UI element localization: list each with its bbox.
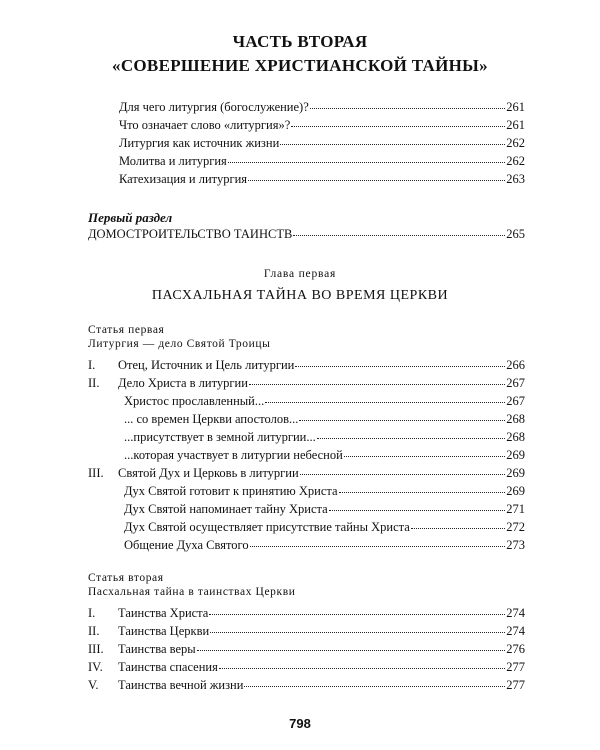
leader-dots xyxy=(197,640,506,651)
leader-dots xyxy=(249,374,505,385)
part-title-line1: ЧАСТЬ ВТОРАЯ xyxy=(232,32,368,51)
toc-entry: I. Таинства Христа 274 xyxy=(88,606,525,620)
toc-entry: I. Отец, Источник и Цель литургии 266 xyxy=(88,358,525,372)
article-label: Статья первая xyxy=(88,324,165,336)
part-title-line2: «СОВЕРШЕНИЕ ХРИСТИАНСКОЙ ТАЙНЫ» xyxy=(112,56,488,75)
toc-entry: Дух Святой осуществляет присутствие тайны Христа 272 xyxy=(124,520,525,534)
toc-entry: V. Таинства вечной жизни 277 xyxy=(88,678,525,692)
toc-entry: Для чего литургия (богослужение)? 261 xyxy=(119,100,525,114)
leader-dots xyxy=(339,482,506,493)
toc-entry: Общение Духа Святого 273 xyxy=(124,538,525,552)
leader-dots xyxy=(280,134,505,145)
toc-entry: Литургия как источник жизни 262 xyxy=(119,136,525,150)
leader-dots xyxy=(317,428,506,439)
article-subtitle: Литургия — дело Святой Троицы xyxy=(88,338,271,350)
leader-dots xyxy=(411,518,505,529)
section-label: Первый раздел xyxy=(88,210,173,225)
toc-entry: II. Дело Христа в литургии 267 xyxy=(88,376,525,390)
page-number: 798 xyxy=(289,716,311,731)
leader-dots xyxy=(250,536,506,547)
toc-entry: Дух Святой готовит к принятию Христа 269 xyxy=(124,484,525,498)
toc-entry: ... со времен Церкви апостолов... 268 xyxy=(124,412,525,426)
leader-dots xyxy=(228,152,505,163)
toc-entry: Что означает слово «литургия»? 261 xyxy=(119,118,525,132)
toc-entry: ...которая участвует в литургии небесной 269 xyxy=(124,448,525,462)
leader-dots xyxy=(295,356,505,367)
leader-dots xyxy=(300,464,506,475)
leader-dots xyxy=(291,116,505,127)
leader-dots xyxy=(210,622,505,633)
article-subtitle: Пасхальная тайна в таинствах Церкви xyxy=(88,586,296,598)
toc-entry: ДОМОСТРОИТЕЛЬСТВО ТАИНСТВ 265 xyxy=(88,227,525,241)
toc-entry: IV. Таинства спасения 277 xyxy=(88,660,525,674)
toc-entry: Катехизация и литургия 263 xyxy=(119,172,525,186)
leader-dots xyxy=(329,500,506,511)
toc-entry: Христос прославленный... 267 xyxy=(124,394,525,408)
leader-dots xyxy=(293,225,505,236)
leader-dots xyxy=(248,170,505,181)
leader-dots xyxy=(265,392,505,403)
leader-dots xyxy=(244,676,505,687)
toc-entry: III. Таинства веры 276 xyxy=(88,642,525,656)
toc-entry: Дух Святой напоминает тайну Христа 271 xyxy=(124,502,525,516)
toc-entry: ...присутствует в земной литургии... 268 xyxy=(124,430,525,444)
leader-dots xyxy=(299,410,505,421)
toc-entry: Молитва и литургия 262 xyxy=(119,154,525,168)
leader-dots xyxy=(344,446,505,457)
toc-entry: II. Таинства Церкви 274 xyxy=(88,624,525,638)
leader-dots xyxy=(219,658,505,669)
leader-dots xyxy=(209,604,505,615)
chapter-label: Глава первая xyxy=(263,268,337,280)
chapter-title: ПАСХАЛЬНАЯ ТАЙНА ВО ВРЕМЯ ЦЕРКВИ xyxy=(151,288,449,303)
article-label: Статья вторая xyxy=(88,572,164,584)
toc-entry: III. Святой Дух и Церковь в литургии 269 xyxy=(88,466,525,480)
leader-dots xyxy=(310,98,505,109)
